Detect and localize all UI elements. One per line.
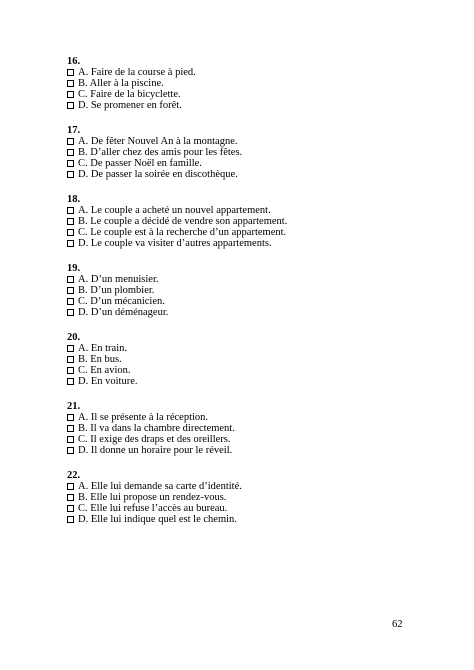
- checkbox-icon[interactable]: [67, 345, 74, 352]
- option-label: A. Le couple a acheté un nouvel appartement.: [78, 205, 271, 216]
- option-a[interactable]: [67, 343, 427, 354]
- option-label: B. Aller à la piscine.: [78, 78, 164, 89]
- option-b[interactable]: [67, 285, 427, 296]
- checkbox-icon[interactable]: [67, 483, 74, 490]
- question-number: 17.: [67, 125, 81, 136]
- checkbox-icon[interactable]: [67, 356, 74, 363]
- option-label: D. D’un déménageur.: [78, 307, 169, 318]
- question-22: [67, 470, 427, 525]
- option-label: D. Se promener en forêt.: [78, 100, 182, 111]
- option-b[interactable]: [67, 216, 427, 227]
- option-label: B. Il va dans la chambre directement.: [78, 423, 235, 434]
- checkbox-icon[interactable]: [67, 414, 74, 421]
- option-label: A. Il se présente à la réception.: [78, 412, 209, 423]
- option-c[interactable]: [67, 434, 427, 445]
- option-label: B. D’un plombier.: [78, 285, 155, 296]
- option-d[interactable]: [67, 445, 427, 456]
- question-number: 20.: [67, 332, 81, 343]
- option-label: A. De fêter Nouvel An à la montagne.: [78, 136, 238, 147]
- option-label: D. Le couple va visiter d’autres appartements.: [78, 238, 272, 249]
- checkbox-icon[interactable]: [67, 69, 74, 76]
- checkbox-icon[interactable]: [67, 91, 74, 98]
- option-c[interactable]: [67, 227, 427, 238]
- option-d[interactable]: [67, 307, 427, 318]
- option-label: A. Faire de la course à pied.: [78, 67, 196, 78]
- checkbox-icon[interactable]: [67, 298, 74, 305]
- checkbox-icon[interactable]: [67, 171, 74, 178]
- checkbox-icon[interactable]: [67, 149, 74, 156]
- checkbox-icon[interactable]: [67, 218, 74, 225]
- option-label: C. De passer Noël en famille.: [78, 158, 202, 169]
- checkbox-icon[interactable]: [67, 240, 74, 247]
- option-label: C. Il exige des draps et des oreillers.: [78, 434, 231, 445]
- option-b[interactable]: [67, 147, 427, 158]
- questions-list: [67, 56, 427, 539]
- option-label: B. Le couple a décidé de vendre son appartement.: [78, 216, 288, 227]
- checkbox-icon[interactable]: [67, 505, 74, 512]
- checkbox-icon[interactable]: [67, 229, 74, 236]
- option-label: A. En train.: [78, 343, 127, 354]
- checkbox-icon[interactable]: [67, 378, 74, 385]
- checkbox-icon[interactable]: [67, 309, 74, 316]
- option-label: C. Le couple est à la recherche d’un appartement.: [78, 227, 287, 238]
- option-label: B. D’aller chez des amis pour les fêtes.: [78, 147, 243, 158]
- option-a[interactable]: [67, 67, 427, 78]
- question-20: [67, 332, 427, 387]
- checkbox-icon[interactable]: [67, 207, 74, 214]
- option-label: B. Elle lui propose un rendez-vous.: [78, 492, 227, 503]
- option-b[interactable]: [67, 354, 427, 365]
- question-18: [67, 194, 427, 249]
- option-label: D. Elle lui indique quel est le chemin.: [78, 514, 237, 525]
- checkbox-icon[interactable]: [67, 80, 74, 87]
- option-b[interactable]: [67, 78, 427, 89]
- question-number: 21.: [67, 401, 81, 412]
- checkbox-icon[interactable]: [67, 138, 74, 145]
- checkbox-icon[interactable]: [67, 160, 74, 167]
- question-number: 16.: [67, 56, 81, 67]
- option-a[interactable]: [67, 412, 427, 423]
- checkbox-icon[interactable]: [67, 102, 74, 109]
- option-label: D. En voiture.: [78, 376, 138, 387]
- option-label: B. En bus.: [78, 354, 122, 365]
- option-label: C. Elle lui refuse l’accès au bureau.: [78, 503, 228, 514]
- option-label: A. Elle lui demande sa carte d’identité.: [78, 481, 242, 492]
- option-b[interactable]: [67, 423, 427, 434]
- option-label: C. D’un mécanicien.: [78, 296, 165, 307]
- option-label: C. En avion.: [78, 365, 131, 376]
- option-d[interactable]: [67, 376, 427, 387]
- option-label: D. De passer la soirée en discothèque.: [78, 169, 238, 180]
- option-c[interactable]: [67, 158, 427, 169]
- checkbox-icon[interactable]: [67, 494, 74, 501]
- option-label: D. Il donne un horaire pour le réveil.: [78, 445, 233, 456]
- question-number: 22.: [67, 470, 81, 481]
- question-21: [67, 401, 427, 456]
- option-a[interactable]: [67, 274, 427, 285]
- option-d[interactable]: [67, 514, 427, 525]
- checkbox-icon[interactable]: [67, 367, 74, 374]
- option-a[interactable]: [67, 136, 427, 147]
- option-b[interactable]: [67, 492, 427, 503]
- option-c[interactable]: [67, 503, 427, 514]
- question-17: [67, 125, 427, 180]
- option-c[interactable]: [67, 365, 427, 376]
- option-d[interactable]: [67, 100, 427, 111]
- option-c[interactable]: [67, 296, 427, 307]
- checkbox-icon[interactable]: [67, 436, 74, 443]
- option-a[interactable]: [67, 481, 427, 492]
- option-d[interactable]: [67, 238, 427, 249]
- option-label: A. D’un menuisier.: [78, 274, 159, 285]
- question-number: 19.: [67, 263, 81, 274]
- question-19: [67, 263, 427, 318]
- checkbox-icon[interactable]: [67, 516, 74, 523]
- checkbox-icon[interactable]: [67, 287, 74, 294]
- checkbox-icon[interactable]: [67, 447, 74, 454]
- checkbox-icon[interactable]: [67, 425, 74, 432]
- option-a[interactable]: [67, 205, 427, 216]
- page-number: 62: [392, 619, 403, 630]
- checkbox-icon[interactable]: [67, 276, 74, 283]
- option-c[interactable]: [67, 89, 427, 100]
- option-d[interactable]: [67, 169, 427, 180]
- question-16: [67, 56, 427, 111]
- option-label: C. Faire de la bicyclette.: [78, 89, 181, 100]
- question-number: 18.: [67, 194, 81, 205]
